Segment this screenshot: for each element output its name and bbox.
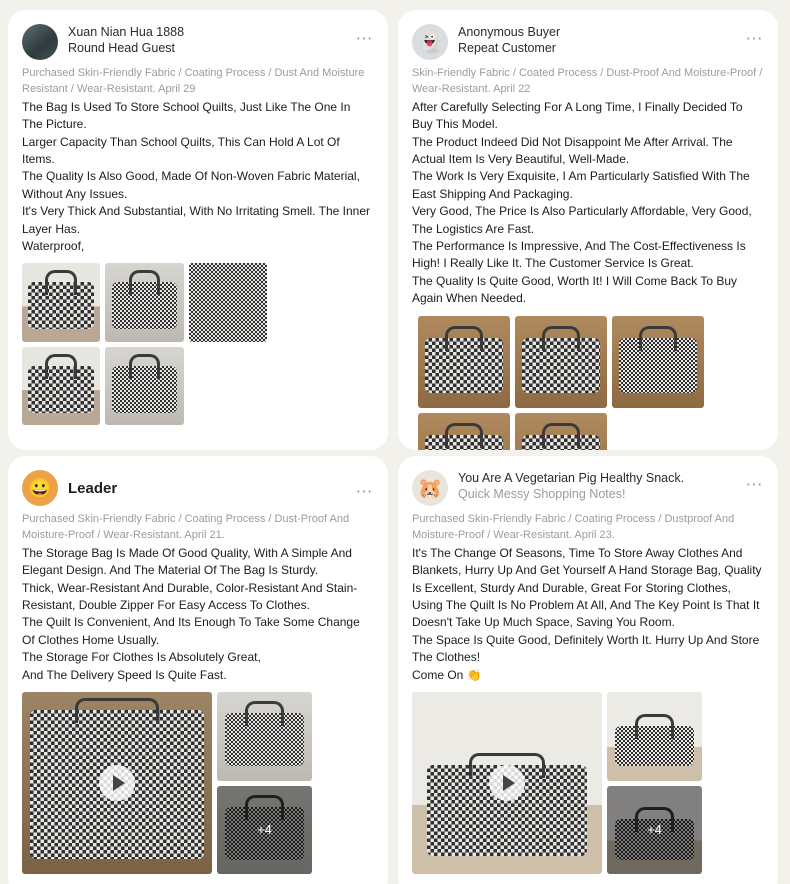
review-line: The Quality Is Also Good, Made Of Non-Woven Fabric Material, Without Any Issues. — [22, 169, 360, 201]
review-photo[interactable] — [418, 413, 510, 450]
purchase-meta: Purchased Skin-Friendly Fabric / Coating Process / Dust And Moisture Resistant / Wear-Resistant. April 29 — [22, 67, 365, 95]
review-line: And The Delivery Speed Is Quite Fast. — [22, 667, 227, 682]
review-photo[interactable] — [217, 786, 312, 875]
review-body — [22, 99, 374, 256]
review-media-grid — [22, 692, 312, 874]
review-card[interactable] — [8, 456, 388, 884]
review-media-grid — [412, 692, 702, 874]
username-block — [68, 24, 346, 56]
review-body — [412, 545, 764, 684]
review-photo[interactable] — [515, 316, 607, 408]
review-body — [22, 545, 374, 684]
more-dots-icon[interactable]: ⋯ — [355, 29, 374, 48]
review-photo[interactable] — [22, 347, 100, 425]
review-header — [412, 470, 764, 506]
review-line: The Bag Is Used To Store School Quilts, Just Like The One In The Picture. — [22, 99, 351, 132]
review-photo[interactable] — [612, 316, 704, 408]
review-line: The Storage Bag Is Made Of Good Quality, With A Simple And Elegant Design. And The Material Of The Bag Is Sturdy. — [22, 545, 352, 578]
purchase-meta: Skin-Friendly Fabric / Coated Process / Dust-Proof And Moisture-Proof / Wear-Resistant. April 22 — [412, 67, 763, 95]
review-line: Using The Quilt Is No Problem At All, And The Key Point Is That It Doesn't Take Up Much Space, Saving You Room. — [412, 598, 760, 630]
reviewer-name: You Are A Vegetarian Pig Healthy Snack. — [458, 471, 685, 485]
reviewer-subtitle: Quick Messy Shopping Notes! — [458, 486, 626, 501]
reviewer-name: Anonymous Buyer — [458, 25, 561, 39]
review-line: The Performance Is Impressive, And The Cost-Effectiveness Is High! I Really Like It. The Customer Service Is Great. — [412, 239, 746, 271]
review-line: Come On 👏 — [412, 667, 482, 682]
more-dots-icon[interactable]: ⋯ — [745, 29, 764, 48]
more-photos-badge[interactable]: +4 — [217, 786, 312, 875]
username-block — [68, 478, 346, 499]
review-line: The Space Is Quite Good, Definitely Worth It. Hurry Up And Store The Clothes! — [412, 632, 760, 665]
more-dots-icon[interactable]: ⋯ — [355, 481, 374, 501]
play-icon[interactable] — [99, 765, 135, 801]
reviewer-name: Leader — [68, 479, 118, 497]
purchase-meta: Purchased Skin-Friendly Fabric / Coating Process / Dustproof And Moisture-Proof / Wear-Resistant. April 23. — [412, 513, 735, 541]
review-line: Thick, Wear-Resistant And Durable, Color-Resistant And Stain-Resistant, Double Zipper For Easy Access To Clothes. — [22, 580, 358, 613]
review-photo-grid — [418, 316, 704, 450]
review-line: The Product Indeed Did Not Disappoint Me After Arrival. The Actual Item Is Very Beautiful, Well-Made. — [412, 134, 733, 167]
review-video[interactable] — [412, 692, 602, 874]
review-header — [22, 24, 374, 60]
username-block — [458, 24, 736, 56]
review-photo[interactable] — [217, 692, 312, 781]
username-block — [458, 470, 736, 502]
review-card[interactable] — [8, 10, 388, 450]
reviewer-subtitle: Repeat Customer — [458, 40, 556, 55]
avatar[interactable]: 😀 — [22, 470, 58, 506]
avatar[interactable]: 👻 — [412, 24, 448, 60]
review-line: The Quality Is Quite Good, Worth It! I Will Come Back To Buy Again When Needed. — [412, 273, 738, 306]
play-icon[interactable] — [489, 765, 525, 801]
review-line: It's Very Thick And Substantial, With No Irritating Smell. The Inner Layer Has. — [22, 204, 370, 236]
more-photos-badge[interactable]: +4 — [607, 786, 702, 875]
review-line: The Quilt Is Convenient, And Its Enough To Take Some Change Of Clothes Home Usually. — [22, 615, 360, 647]
review-photo[interactable] — [607, 692, 702, 781]
review-line: Very Good, The Price Is Also Particularly Affordable, Very Good, The Logistics Are Fast. — [412, 204, 752, 236]
review-line: The Work Is Very Exquisite, I Am Particularly Satisfied With The East Shipping And Packaging. — [412, 169, 750, 201]
avatar[interactable] — [22, 24, 58, 60]
more-dots-icon[interactable]: ⋯ — [745, 475, 764, 494]
review-line: After Carefully Selecting For A Long Time, I Finally Decided To Buy This Model. — [412, 99, 743, 132]
review-photo[interactable] — [607, 786, 702, 875]
review-photo[interactable] — [105, 347, 183, 425]
review-card[interactable] — [398, 10, 778, 450]
avatar[interactable]: 🐹 — [412, 470, 448, 506]
reviewer-name: Xuan Nian Hua 1888 — [68, 25, 185, 39]
review-header — [412, 24, 764, 60]
review-line: The Storage For Clothes Is Absolutely Great, — [22, 650, 261, 665]
review-photo[interactable] — [418, 316, 510, 408]
review-photo[interactable] — [515, 413, 607, 450]
review-photo-grid — [22, 263, 267, 425]
review-grid — [8, 10, 782, 884]
review-header — [22, 470, 374, 506]
review-body — [412, 99, 764, 308]
review-photo[interactable] — [105, 263, 183, 341]
review-line: It's The Change Of Seasons, Time To Store Away Clothes And Blankets, Hurry Up And Get Yourself A Hand Storage Bag, Quality Is Excellent, Sturdy And Durable, Great For Storing Clothes, — [412, 545, 762, 595]
purchase-meta: Purchased Skin-Friendly Fabric / Coating Process / Dust-Proof And Moisture-Proof / Wear-Resistant. April 21. — [22, 513, 350, 541]
review-video[interactable] — [22, 692, 212, 874]
review-line: Waterproof, — [22, 239, 85, 253]
reviewer-subtitle: Round Head Guest — [68, 40, 176, 55]
review-photo[interactable] — [22, 263, 100, 341]
review-photo[interactable] — [189, 263, 267, 341]
review-card[interactable] — [398, 456, 778, 884]
review-line: Larger Capacity Than School Quilts, This Can Hold A Lot Of Items. — [22, 134, 340, 167]
